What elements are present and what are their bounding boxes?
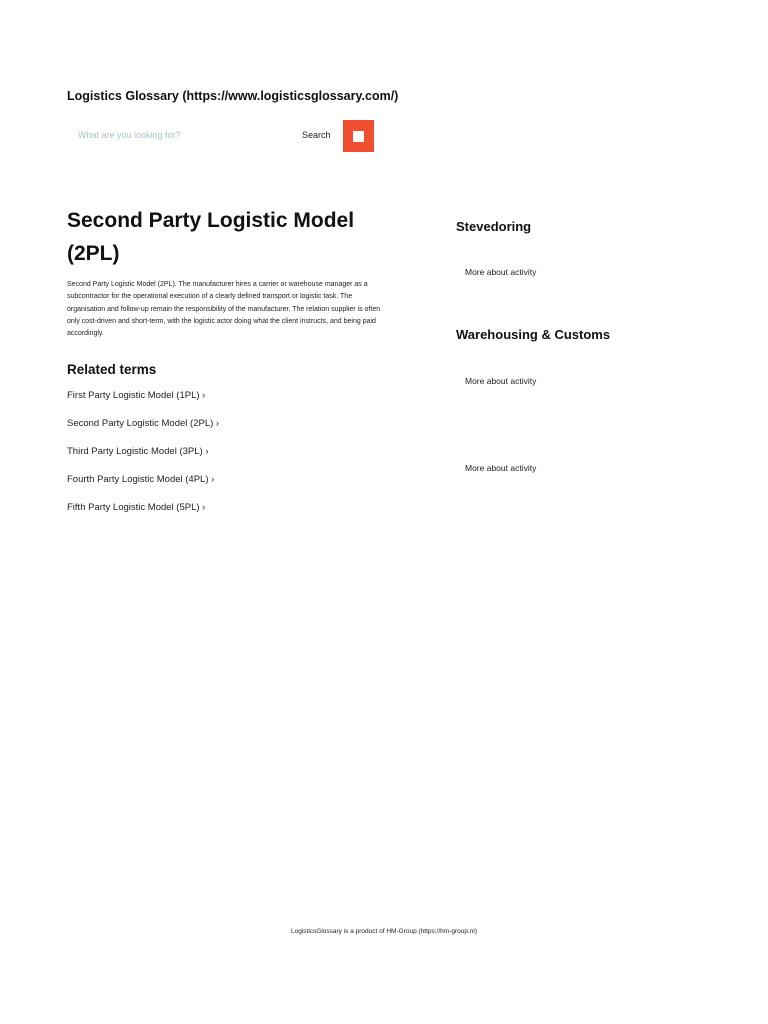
related-term-link[interactable]: Second Party Logistic Model (2PL) › <box>67 418 220 429</box>
related-term-link[interactable]: First Party Logistic Model (1PL) › <box>67 390 206 401</box>
more-about-activity-link[interactable]: More about activity <box>465 376 537 386</box>
site-title[interactable]: Logistics Glossary (https://www.logisticsglossary.com/) <box>67 89 399 103</box>
related-term-link[interactable]: Third Party Logistic Model (3PL) › <box>67 446 209 457</box>
related-term-link[interactable]: Fourth Party Logistic Model (4PL) › <box>67 474 215 485</box>
search-label[interactable]: Search <box>302 130 331 140</box>
page-title: Second Party Logistic Model (2PL) <box>67 209 355 265</box>
related-terms-heading: Related terms <box>67 362 157 377</box>
footer-text[interactable]: LogisticsGlossary is a product of HM-Group (https://hm-group.nl) <box>290 928 478 935</box>
more-about-activity-link[interactable]: More about activity <box>465 267 537 277</box>
sidebar-heading-warehousing: Warehousing & Customs <box>456 327 611 342</box>
more-about-activity-link[interactable]: More about activity <box>465 463 537 473</box>
square-icon <box>353 131 364 142</box>
term-description: Second Party Logistic Model (2PL). The manufacturer hires a carrier or warehouse manager as a subcontractor for the operational execution of a clearly defined transport or logistic task. The organisation and follow-up remain the responsibility of the manufacturer. The relation supplier is often only cost-driven and short-term, with the logistic actor doing what the client instructs, and being paid accordingly. <box>67 281 381 338</box>
search-input[interactable] <box>67 124 287 146</box>
related-term-link[interactable]: Fifth Party Logistic Model (5PL) › <box>67 502 206 513</box>
search-button[interactable] <box>343 120 374 152</box>
sidebar-heading-stevedoring: Stevedoring <box>456 219 532 234</box>
related-terms-list <box>67 389 219 529</box>
